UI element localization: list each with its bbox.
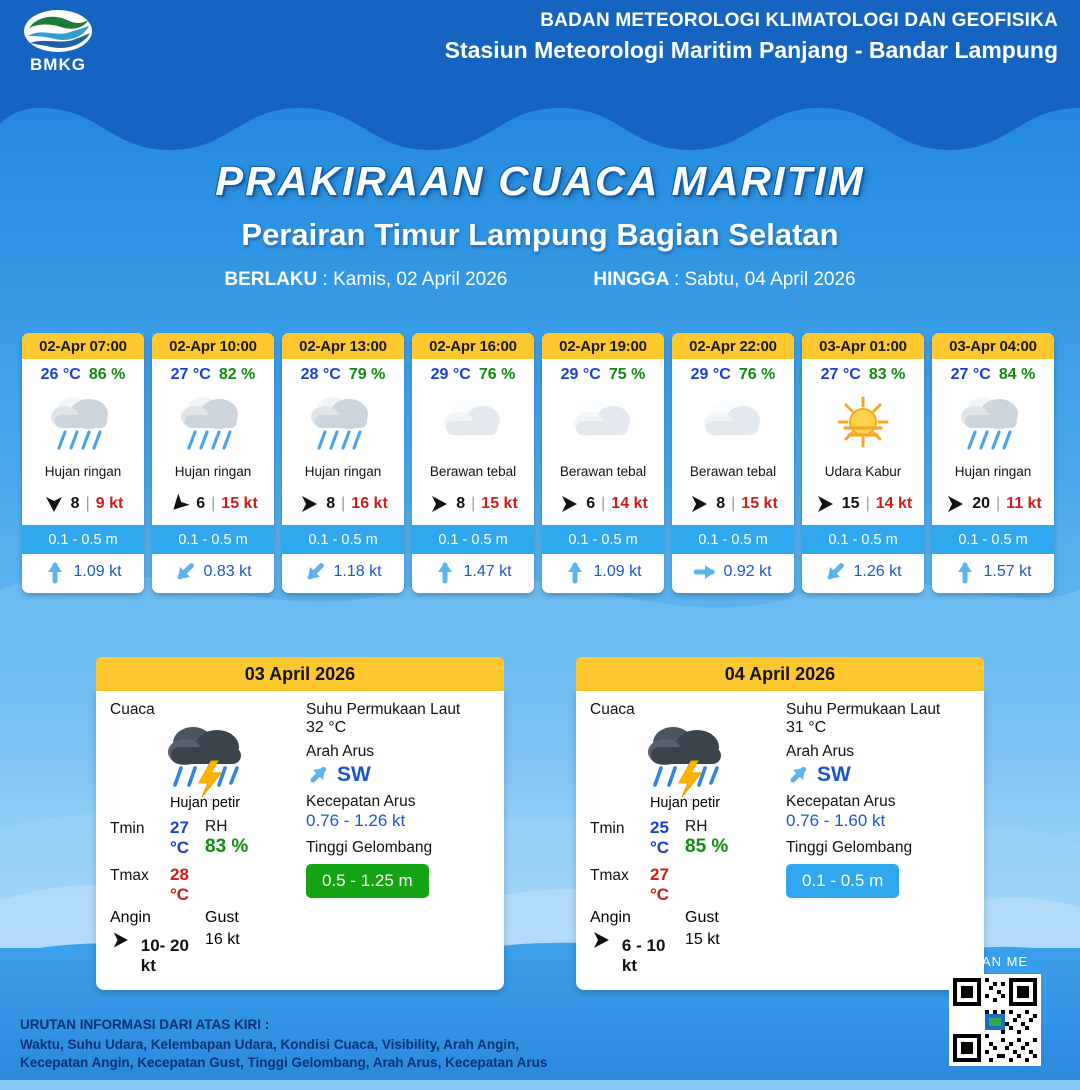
current-sw-icon (786, 763, 810, 787)
daily-arus-speed-label: Kecepatan Arus (786, 793, 896, 810)
bmkg-logo-mark (21, 8, 95, 54)
hourly-card (802, 333, 924, 593)
hourly-wave-height: 0.1 - 0.5 m (22, 525, 144, 554)
hourly-wind (932, 485, 1054, 525)
hourly-time: 02-Apr 13:00 (282, 333, 404, 359)
hourly-visibility: 15 (841, 495, 860, 512)
daily-arus-dir-row (786, 763, 970, 787)
hourly-time: 02-Apr 07:00 (22, 333, 144, 359)
hourly-wind (282, 485, 404, 525)
hourly-card (282, 333, 404, 593)
current-direction-icon (824, 560, 846, 584)
hourly-wind-speed: 9 kt (95, 495, 124, 512)
hourly-wind-speed: 11 kt (1006, 495, 1042, 512)
hourly-current (542, 554, 664, 593)
hourly-current (22, 554, 144, 593)
daily-right-column (780, 701, 970, 976)
hourly-current (282, 554, 404, 593)
daily-angin-row (110, 929, 205, 976)
hourly-humidity: 84 % (998, 366, 1036, 383)
daily-wave-label: Tinggi Gelombang (786, 839, 913, 856)
daily-wind-gust-row (110, 909, 300, 976)
hourly-time: 02-Apr 22:00 (672, 333, 794, 359)
daily-rh-value: 83 % (205, 836, 249, 857)
daily-body (576, 691, 984, 990)
daily-sst-label: Suhu Permukaan Laut (306, 701, 461, 718)
daily-wave-value: 0.5 - 1.25 m (306, 864, 429, 898)
daily-left-column (590, 701, 780, 976)
hourly-current-speed: 1.26 kt (853, 563, 902, 580)
daily-temp-rh-row (590, 811, 780, 905)
header-org (445, 10, 1058, 64)
hourly-wind (152, 485, 274, 525)
wind-direction-icon (43, 493, 65, 515)
hourly-temp-humidity (932, 359, 1054, 386)
hourly-wind-speed: 15 kt (481, 495, 518, 512)
hourly-temp-humidity (542, 359, 664, 386)
hourly-temp-humidity (152, 359, 274, 386)
hourly-current-speed: 1.18 kt (333, 563, 382, 580)
hourly-current (412, 554, 534, 593)
daily-right-column (300, 701, 490, 976)
hourly-temperature: 27 °C (170, 366, 211, 383)
wind-direction-icon (944, 493, 966, 515)
page-subtitle: Perairan Timur Lampung Bagian Selatan (241, 217, 839, 252)
daily-rh-label: RH (205, 818, 228, 835)
title-block (0, 158, 1080, 291)
hourly-card (932, 333, 1054, 593)
hourly-weather-desc: Hujan ringan (44, 464, 122, 479)
hourly-temperature: 29 °C (690, 366, 731, 383)
current-direction-icon (44, 560, 66, 584)
wind-separator: | (341, 495, 346, 512)
hourly-current-speed: 1.47 kt (463, 563, 512, 580)
rain-light-icon (43, 390, 123, 460)
daily-angin-label: Angin (590, 909, 631, 926)
bmkg-logo-label: BMKG (30, 55, 86, 74)
hourly-wave-height: 0.1 - 0.5 m (542, 525, 664, 554)
hourly-visibility: 8 (456, 495, 466, 512)
hourly-wind-speed: 16 kt (351, 495, 388, 512)
hourly-current-speed: 0.92 kt (723, 563, 772, 580)
cloud-thick-icon (563, 390, 643, 460)
hourly-weather-desc: Hujan ringan (174, 464, 252, 479)
daily-temp-rh-row (110, 811, 300, 905)
hourly-humidity: 83 % (868, 366, 906, 383)
qr-code[interactable] (949, 974, 1041, 1066)
wind-direction-icon (590, 929, 612, 951)
scan-me-block (940, 954, 1050, 1066)
daily-gust-label: Gust (205, 909, 239, 926)
hourly-current (152, 554, 274, 593)
hourly-temperature: 26 °C (40, 366, 81, 383)
hourly-weather-icon (542, 386, 664, 464)
current-direction-icon (954, 560, 976, 584)
hourly-weather-icon (22, 386, 144, 464)
hourly-card (412, 333, 534, 593)
daily-tmax-value: 27 °C (650, 865, 670, 904)
thunderstorm-icon (635, 721, 735, 799)
daily-wind-gust-row (590, 909, 780, 976)
hourly-temperature: 29 °C (430, 366, 471, 383)
current-direction-icon (304, 560, 326, 584)
daily-angin-row (590, 929, 685, 976)
daily-angin-value: 10- 20 kt (140, 936, 189, 975)
page-header (0, 0, 1080, 92)
hourly-time: 02-Apr 10:00 (152, 333, 274, 359)
wind-direction-icon (558, 493, 580, 515)
hourly-current (802, 554, 924, 593)
daily-tmin-row (590, 818, 685, 858)
daily-forecast-list (0, 657, 1080, 990)
hourly-weather-desc: Berawan tebal (559, 464, 647, 479)
hourly-weather-icon (932, 386, 1054, 464)
hourly-weather-icon (672, 386, 794, 464)
hourly-card (22, 333, 144, 593)
daily-card (96, 657, 504, 990)
daily-arus-dir-value: SW (337, 763, 371, 786)
daily-arus-dir-row (306, 763, 490, 787)
org-line-1: BADAN METEOROLOGI KLIMATOLOGI DAN GEOFISIKA (540, 10, 1058, 31)
bmkg-emblem-icon (21, 8, 95, 54)
hourly-wind (802, 485, 924, 525)
hourly-temp-humidity (802, 359, 924, 386)
valid-from-label: BERLAKU (224, 269, 318, 290)
page-title: PRAKIRAAN CUACA MARITIM (215, 158, 865, 204)
hourly-current (672, 554, 794, 593)
hourly-visibility: 6 (586, 495, 596, 512)
thunderstorm-icon (155, 721, 255, 799)
hourly-temperature: 27 °C (820, 366, 861, 383)
daily-tmin-label: Tmin (590, 820, 625, 837)
wind-direction-icon (814, 493, 836, 515)
hourly-wind (542, 485, 664, 525)
hourly-weather-desc: Udara Kabur (824, 464, 902, 479)
hourly-card (152, 333, 274, 593)
hourly-wind (412, 485, 534, 525)
daily-rh-row (205, 818, 300, 858)
hourly-temperature: 29 °C (560, 366, 601, 383)
legend-line-1: Waktu, Suhu Udara, Kelembapan Udara, Kondisi Cuaca, Visibility, Arah Angin, (20, 1036, 520, 1052)
current-direction-icon (434, 560, 456, 584)
scan-me-label: SCAN ME (961, 954, 1029, 969)
daily-weather-desc: Hujan petir (649, 795, 721, 811)
wind-separator: | (996, 495, 1001, 512)
daily-arus-speed-label: Kecepatan Arus (306, 793, 416, 810)
wind-direction-icon (688, 493, 710, 515)
daily-wave-value: 0.1 - 0.5 m (786, 864, 899, 898)
cloud-thick-icon (433, 390, 513, 460)
validity-dates (0, 269, 1080, 291)
daily-cuaca-label: Cuaca (590, 701, 635, 718)
daily-weather-icon (590, 719, 780, 793)
hourly-humidity: 82 % (218, 366, 256, 383)
daily-body (96, 691, 504, 990)
hourly-wave-height: 0.1 - 0.5 m (802, 525, 924, 554)
bmkg-logo (16, 8, 100, 75)
hourly-wind (672, 485, 794, 525)
daily-arus-dir-label: Arah Arus (786, 743, 855, 760)
daily-rh-value: 85 % (685, 836, 729, 857)
org-line-2: Stasiun Meteorologi Maritim Panjang - Bandar Lampung (444, 37, 1058, 63)
hourly-temp-humidity (412, 359, 534, 386)
wind-direction-icon (298, 493, 320, 515)
daily-left-column (110, 701, 300, 976)
current-direction-icon (564, 560, 586, 584)
wind-separator: | (731, 495, 736, 512)
daily-arus-speed-value: 0.76 - 1.26 kt (306, 811, 406, 830)
daily-rh-row (685, 818, 780, 858)
qr-code-image (953, 978, 1037, 1062)
hourly-forecast-list (22, 333, 1058, 593)
daily-angin-label: Angin (110, 909, 151, 926)
hourly-current-speed: 1.57 kt (983, 563, 1032, 580)
daily-sst-value: 31 °C (786, 719, 827, 736)
valid-until (593, 269, 855, 291)
hourly-wind-speed: 15 kt (741, 495, 778, 512)
hourly-visibility: 8 (326, 495, 336, 512)
hourly-weather-desc: Hujan ringan (304, 464, 382, 479)
daily-tmax-label: Tmax (110, 867, 149, 884)
daily-gust-value: 15 kt (685, 931, 720, 948)
wind-direction-icon (428, 493, 450, 515)
hourly-temperature: 28 °C (300, 366, 341, 383)
hourly-wind (22, 485, 144, 525)
hourly-visibility: 6 (196, 495, 206, 512)
hourly-wind-speed: 14 kt (875, 495, 913, 512)
daily-gust-label: Gust (685, 909, 719, 926)
wind-direction-icon (168, 493, 190, 515)
daily-arus-speed-value: 0.76 - 1.60 kt (786, 811, 886, 830)
hourly-wind-speed: 14 kt (611, 495, 648, 512)
daily-tmin-value: 25 °C (650, 818, 670, 857)
hourly-humidity: 76 % (738, 366, 776, 383)
wind-separator: | (85, 495, 90, 512)
valid-from (224, 269, 507, 291)
rain-light-icon (953, 390, 1033, 460)
hourly-weather-desc: Hujan ringan (954, 464, 1032, 479)
hourly-humidity: 76 % (478, 366, 516, 383)
daily-sst-label: Suhu Permukaan Laut (786, 701, 941, 718)
valid-until-label: HINGGA (593, 269, 669, 290)
legend-note (20, 1016, 620, 1072)
hourly-weather-icon (282, 386, 404, 464)
hourly-time: 03-Apr 01:00 (802, 333, 924, 359)
wind-direction-icon (110, 929, 131, 951)
daily-arus-dir-value: SW (817, 763, 851, 786)
valid-until-value: : Sabtu, 04 April 2026 (673, 269, 856, 290)
current-direction-icon (694, 560, 716, 584)
daily-angin-value: 6 - 10 kt (621, 936, 666, 975)
daily-tmin-value: 27 °C (170, 818, 190, 857)
hourly-wave-height: 0.1 - 0.5 m (932, 525, 1054, 554)
wind-separator: | (601, 495, 606, 512)
daily-wave-label: Tinggi Gelombang (306, 839, 433, 856)
hourly-wave-height: 0.1 - 0.5 m (282, 525, 404, 554)
daily-sst-value: 32 °C (306, 719, 347, 736)
daily-weather-icon (110, 719, 300, 793)
hourly-temp-humidity (282, 359, 404, 386)
hourly-humidity: 86 % (88, 366, 126, 383)
daily-date: 04 April 2026 (576, 657, 984, 691)
hourly-temp-humidity (672, 359, 794, 386)
rain-light-icon (173, 390, 253, 460)
hourly-weather-desc: Berawan tebal (429, 464, 517, 479)
hourly-visibility: 8 (716, 495, 726, 512)
rain-light-icon (303, 390, 383, 460)
hourly-wave-height: 0.1 - 0.5 m (412, 525, 534, 554)
legend-title: URUTAN INFORMASI DARI ATAS KIRI : (20, 1017, 270, 1033)
hourly-current-speed: 0.83 kt (203, 563, 252, 580)
wind-separator: | (211, 495, 216, 512)
cloud-thick-icon (693, 390, 773, 460)
daily-card (576, 657, 984, 990)
daily-tmin-label: Tmin (110, 820, 145, 837)
hourly-time: 02-Apr 16:00 (412, 333, 534, 359)
hourly-weather-icon (802, 386, 924, 464)
daily-arus-dir-label: Arah Arus (306, 743, 375, 760)
hourly-wave-height: 0.1 - 0.5 m (152, 525, 274, 554)
hourly-card (542, 333, 664, 593)
daily-tmin-row (110, 818, 205, 858)
hourly-weather-icon (412, 386, 534, 464)
wind-separator: | (865, 495, 870, 512)
wind-separator: | (471, 495, 476, 512)
current-direction-icon (174, 560, 196, 584)
hourly-visibility: 8 (70, 495, 80, 512)
hourly-current-speed: 1.09 kt (73, 563, 122, 580)
hourly-humidity: 79 % (348, 366, 386, 383)
hourly-temperature: 27 °C (950, 366, 991, 383)
hourly-weather-desc: Berawan tebal (689, 464, 777, 479)
hourly-wave-height: 0.1 - 0.5 m (672, 525, 794, 554)
hourly-humidity: 75 % (608, 366, 646, 383)
haze-sun-icon (823, 390, 903, 460)
daily-tmax-row (110, 865, 205, 905)
daily-cuaca-label: Cuaca (110, 701, 155, 718)
legend-line-2: Kecepatan Angin, Kecepatan Gust, Tinggi Gelombang, Arah Arus, Kecepatan Arus (20, 1054, 548, 1070)
hourly-weather-icon (152, 386, 274, 464)
hourly-visibility: 20 (972, 495, 991, 512)
hourly-temp-humidity (22, 359, 144, 386)
valid-from-value: : Kamis, 02 April 2026 (322, 269, 508, 290)
daily-date: 03 April 2026 (96, 657, 504, 691)
current-sw-icon (306, 763, 330, 787)
daily-rh-label: RH (685, 818, 708, 835)
hourly-card (672, 333, 794, 593)
hourly-time: 03-Apr 04:00 (932, 333, 1054, 359)
daily-tmax-row (590, 865, 685, 905)
hourly-current (932, 554, 1054, 593)
hourly-time: 02-Apr 19:00 (542, 333, 664, 359)
daily-tmax-value: 28 °C (170, 865, 190, 904)
daily-tmax-label: Tmax (590, 867, 629, 884)
daily-gust-value: 16 kt (205, 931, 240, 948)
hourly-wind-speed: 15 kt (221, 495, 258, 512)
hourly-current-speed: 1.09 kt (593, 563, 642, 580)
daily-weather-desc: Hujan petir (169, 795, 241, 811)
